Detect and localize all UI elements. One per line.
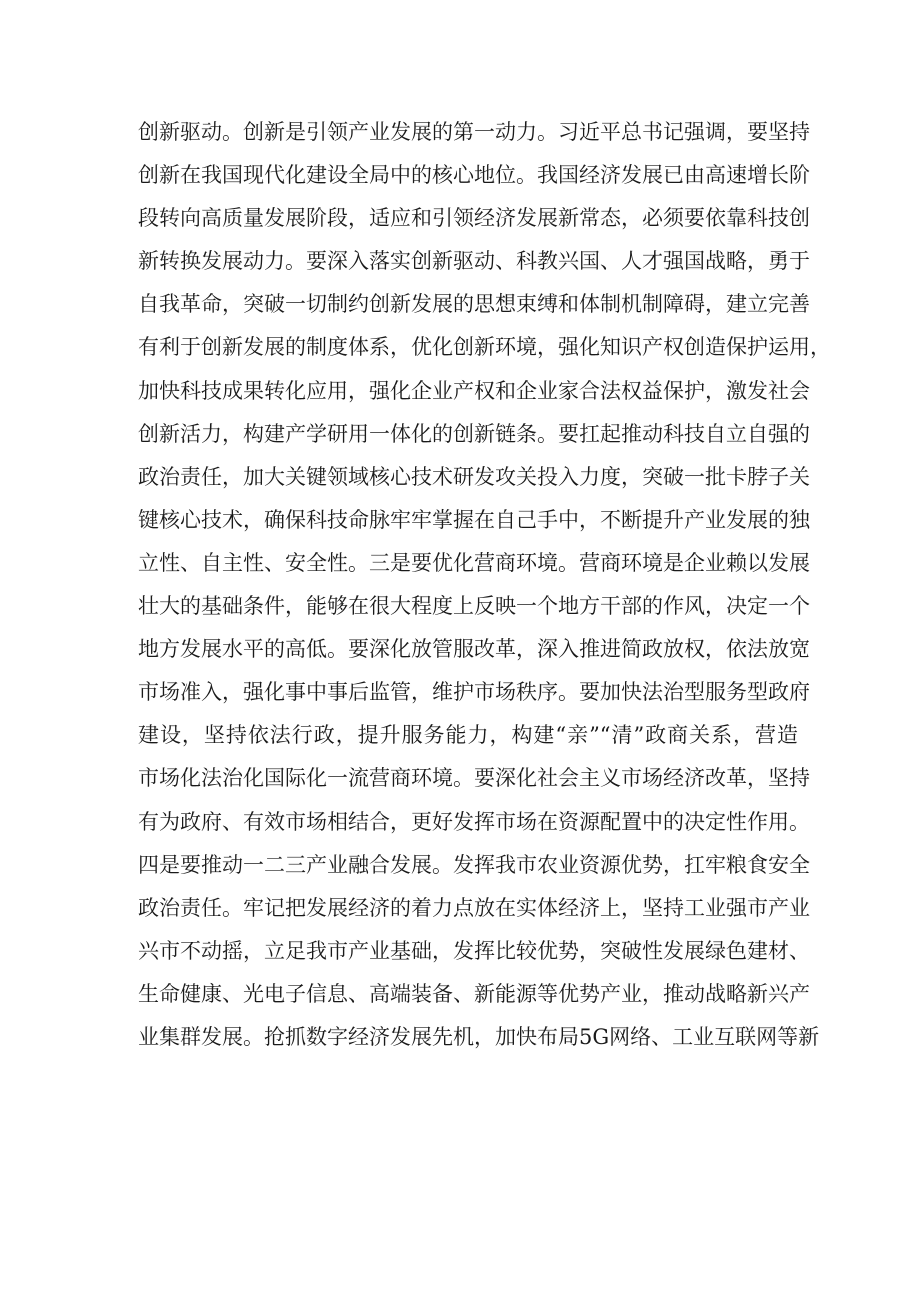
text-line: 自我革命，突破一切制约创新发展的思想束缚和体制机制障碍，建立完善: [138, 292, 810, 317]
text-line: 壮大的基础条件，能够在很大程度上反映一个地方干部的作风，决定一个: [138, 594, 810, 619]
text-line: 创新驱动。创新是引领产业发展的第一动力。习近平总书记强调，要坚持: [138, 120, 810, 144]
text-line: 市场准入，强化事中事后监管，维护市场秩序。要加快法治型服务型政府: [138, 680, 810, 705]
text-line: 加快科技成果转化应用，强化企业产权和企业家合法权益保护，激发社会: [138, 378, 810, 403]
text-line: 段转向高质量发展阶段，适应和引领经济发展新常态，必须要依靠科技创: [138, 206, 810, 231]
text-line: 有利于创新发展的制度体系，优化创新环境，强化知识产权创造保护运用，: [138, 335, 831, 360]
text-line: 兴市不动摇，立足我市产业基础，发挥比较优势，突破性发展绿色建材、: [138, 938, 810, 963]
text-line: 业集群发展。抢抓数字经济发展先机，加快布局5G网络、工业互联网等新: [138, 1024, 820, 1049]
text-line: 键核心技术，确保科技命脉牢牢掌握在自己手中，不断提升产业发展的独: [138, 507, 810, 532]
text-line: 创新活力，构建产学研用一体化的创新链条。要扛起推动科技自立自强的: [138, 421, 810, 446]
text-line: 四是要推动一二三产业融合发展。发挥我市农业资源优势，扛牢粮食安全: [138, 852, 810, 877]
text-line: 政治责任。牢记把发展经济的着力点放在实体经济上，坚持工业强市产业: [138, 895, 810, 920]
text-line: 市场化法治化国际化一流营商环境。要深化社会主义市场经济改革，坚持: [138, 766, 810, 791]
text-line: 建设，坚持依法行政，提升服务能力，构建“亲”“清”政商关系，营造: [138, 723, 798, 748]
text-line: 政治责任，加大关键领域核心技术研发攻关投入力度，突破一批卡脖子关: [138, 464, 810, 489]
text-line: 立性、自主性、安全性。三是要优化营商环境。营商环境是企业赖以发展: [138, 550, 810, 575]
body-text: [138, 111, 831, 1059]
text-line: 生命健康、光电子信息、高端装备、新能源等优势产业，推动战略新兴产: [138, 981, 810, 1006]
text-line: 有为政府、有效市场相结合，更好发挥市场在资源配置中的决定性作用。: [138, 809, 810, 834]
text-line: 新转换发展动力。要深入落实创新驱动、科教兴国、人才强国战略，勇于: [138, 249, 810, 274]
text-line: 地方发展水平的高低。要深化放管服改革，深入推进简政放权，依法放宽: [138, 637, 810, 662]
text-line: 创新在我国现代化建设全局中的核心地位。我国经济发展已由高速增长阶: [138, 163, 810, 188]
